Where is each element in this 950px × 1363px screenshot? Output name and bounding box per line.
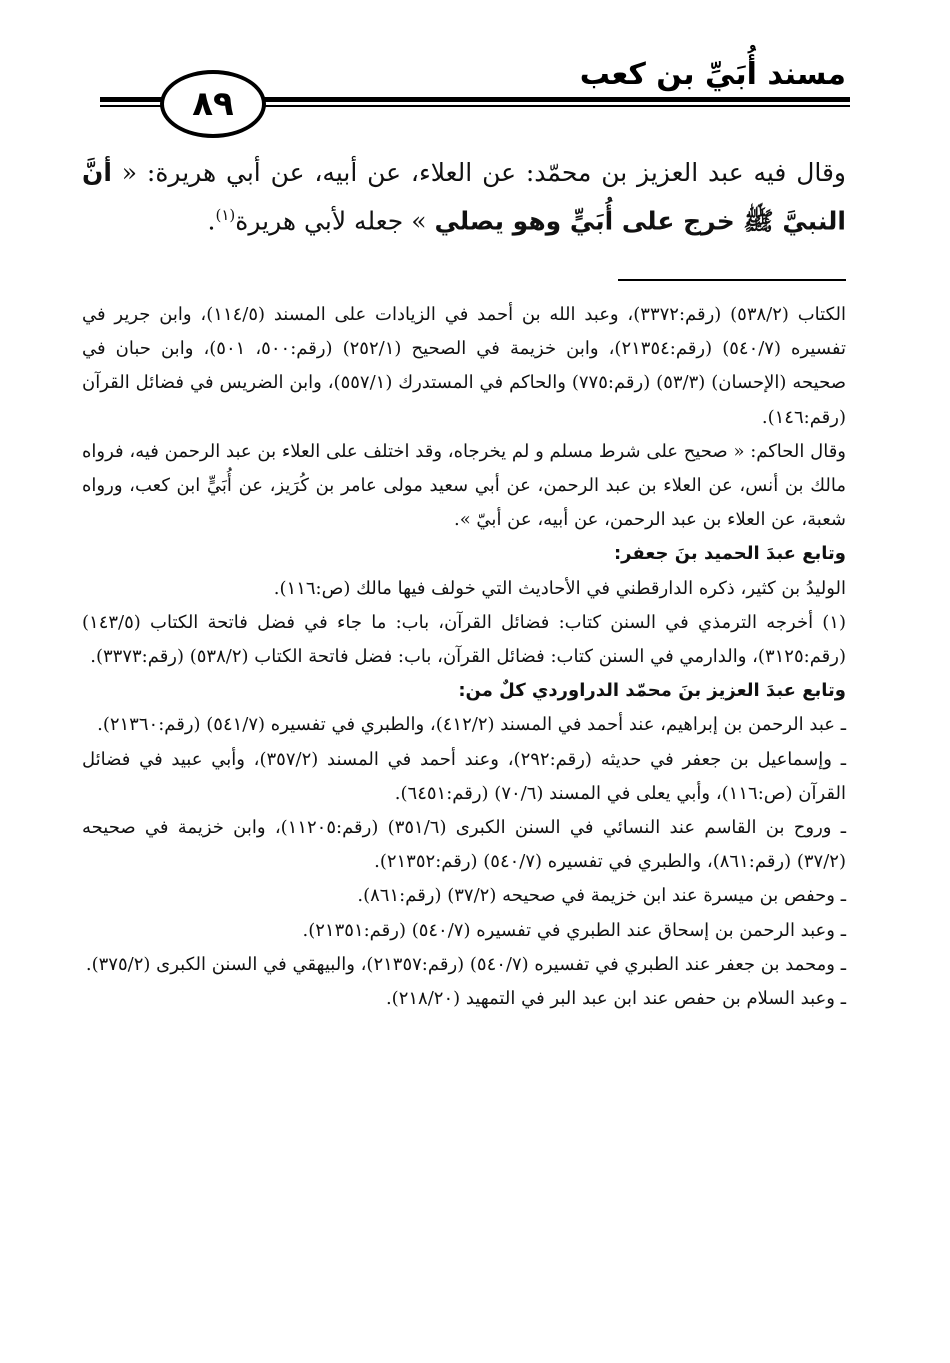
- quote-open: «: [111, 158, 138, 187]
- page-number: ٨٩: [160, 70, 266, 138]
- footnote-paragraph: (١) أخرجه الترمذي في السنن كتاب: فضائل القرآن، باب: ما جاء في فضل فاتحة الكتاب (١٤٣/٥) (رقم:٣١٢٥)، والدارمي في السنن كتاب: فضائل القرآن، باب: فضل فاتحة الكتاب (٥٣٨/٢) (رقم:٣٣٧٣).: [82, 611, 846, 668]
- footnote-list-item: ـ وروح بن القاسم عند النسائي في السنن الكبرى (٣٥١/٦) (رقم:١١٢٠٥)، وابن خزيمة في صحيحه (٣٧/٢) (رقم:٨٦١)، والطبري في تفسيره (٥٤٠/٧) (رقم:٢١٣٥٢).: [82, 817, 846, 873]
- main-end: .: [207, 206, 216, 236]
- footnote-list-item: ـ عبد الرحمن بن إبراهيم، عند أحمد في المسند (٤١٢/٢)، والطبري في تفسيره (٥٤١/٧) (رقم:٢١٣٦٠).: [97, 714, 846, 736]
- footnote-paragraph: الكتاب (٥٣٨/٢) (رقم:٣٣٧٢)، وعبد الله بن أحمد في الزيادات على المسند (١١٤/٥)، وابن جرير في تفسيره (٥٤٠/٧) (رقم:٢١٣٥٤)، وابن خزيمة في الصحيح (٢٥٢/١) (رقم:٥٠٠، ٥٠١)، وابن حبان في صحيحه (الإحسان) (٥٣/٣) (رقم:٧٧٥) والحاكم في المستدرك (٥٥٧/١)، وابن الضريس في فضائل القرآن (رقم:١٤٦).: [82, 304, 847, 428]
- footnote-heading: وتابع عبدَ الحميد بنَ جعفر:: [613, 543, 846, 565]
- main-tail: جعله لأبي هريرة: [235, 206, 412, 236]
- hadith-text: أنَّ النبيَّ ﷺ خرج على أُبَيٍّ وهو يصلي: [82, 158, 846, 236]
- footnote-ref: (١): [215, 206, 236, 224]
- footnote-list-item: ـ وعبد الرحمن بن إسحاق عند الطبري في تفسيره (٥٤٠/٧) (رقم:٢١٣٥١).: [302, 919, 846, 941]
- footnote-separator: [618, 279, 846, 281]
- footnote-list-item: ـ وإسماعيل بن جعفر في حديثه (رقم:٢٩٢)، وعند أحمد في المسند (٣٥٧/٢)، وأبي عبيد في فضائل القرآن (ص:١١٦)، وأبي يعلى في المسند (٧٠/٦) (رقم:٦٤٥١).: [82, 748, 846, 804]
- quote-close: »: [411, 206, 435, 236]
- footnotes: [82, 298, 846, 1016]
- main-text: [82, 152, 846, 242]
- footnote-list-item: ـ وعبد السلام بن حفص عند ابن عبد البر في التمهيد (٢١٨/٢٠).: [385, 988, 846, 1010]
- footnote-heading: وتابع عبدَ العزيز بنَ محمّد الدراوردي كلٌ من:: [458, 680, 846, 702]
- book-title: مسند أُبَيِّ بن كعب: [579, 57, 846, 92]
- footnote-paragraph: وقال الحاكم: « صحيح على شرط مسلم و لم يخرجاه، وقد اختلف على العلاء بن عبد الرحمن فيه، فرواه مالك بن أنس، عن العلاء بن عبد الرحمن، عن أبي سعيد مولى عامر بن كُرَيز، عن أُبَيٍّ ابن كعب، ورواه شعبة، عن العلاء بن عبد الرحمن، عن أبيه، عن أبيّ ».: [82, 440, 846, 531]
- footnote-list-item: ـ وحفص بن ميسرة عند ابن خزيمة في صحيحه (٣٧/٢) (رقم:٨٦١).: [357, 885, 846, 907]
- footnote-paragraph: الوليدُ بن كثير، ذكره الدارقطني في الأحاديث التي خولف فيها مالك (ص:١١٦).: [273, 577, 846, 599]
- footnote-list-item: ـ ومحمد بن جعفر عند الطبري في تفسيره (٥٤٠/٧) (رقم:٢١٣٥٧)، والبيهقي في السنن الكبرى (٣٧٥/٢).: [85, 953, 846, 975]
- main-intro: وقال فيه عبد العزيز بن محمّد: عن العلاء، عن أبيه، عن أبي هريرة:: [146, 158, 847, 187]
